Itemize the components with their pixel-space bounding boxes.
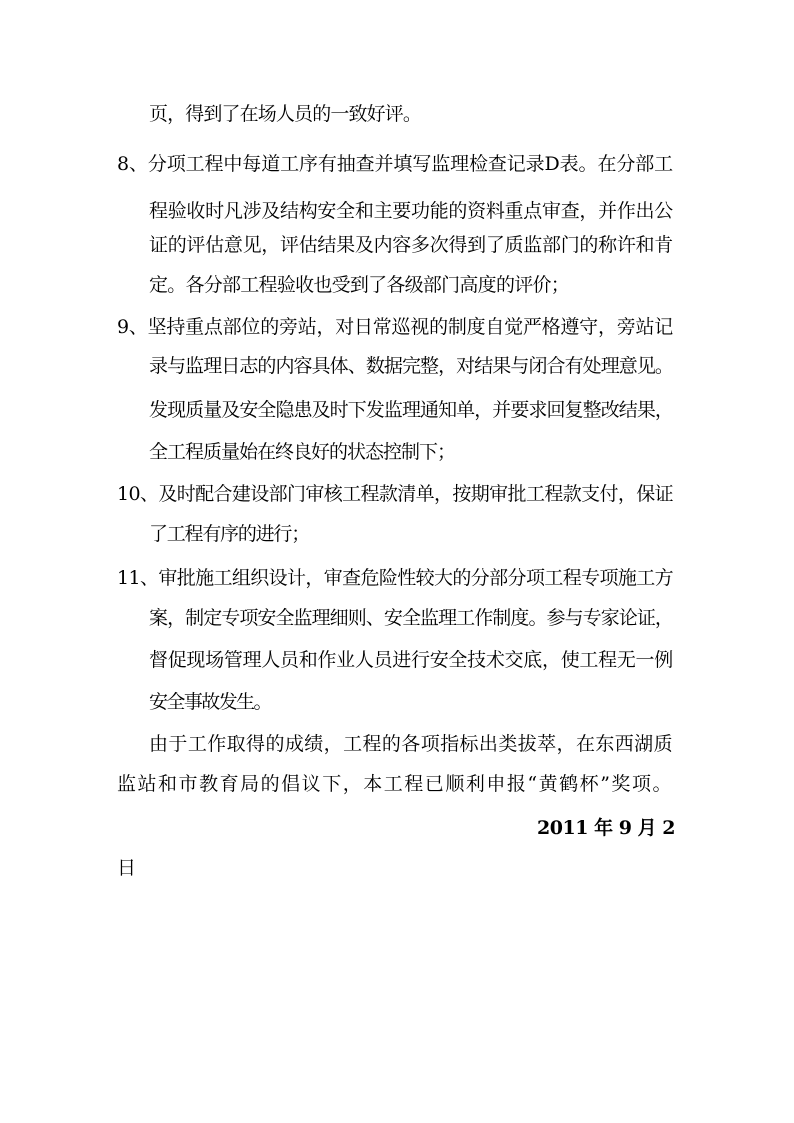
text-line: 全工程质量始在终良好的状态控制下； (149, 441, 455, 463)
text-line: 了工程有序的进行； (149, 523, 309, 545)
text-line: 安全事故发生。 (149, 691, 271, 713)
text-line: 证的评估意见，评估结果及内容多次得到了质监部门的称许和肯 (149, 234, 673, 256)
closing-paragraph-line: 监站和市教育局的倡议下，本工程已顺利申报“黄鹤杯”奖项。 (117, 773, 673, 795)
text-line: 页，得到了在场人员的一致好评。 (149, 103, 421, 125)
date-day-suffix: 日 (117, 857, 137, 879)
date-line: 2011 年 9 月 2 (537, 817, 675, 839)
item-10-line: 10、及时配合建设部门审核工程款清单，按期审批工程款支付，保证 (117, 483, 673, 505)
text-line: 案，制定专项安全监理细则、安全监理工作制度。参与专家论证， (149, 607, 673, 629)
text-line: 发现质量及安全隐患及时下发监理通知单，并要求回复整改结果， (149, 399, 673, 421)
item-11-line: 11、审批施工组织设计，审查危险性较大的分部分项工程专项施工方 (117, 567, 673, 589)
text-line: 程验收时凡涉及结构安全和主要功能的资料重点审查，并作出公 (149, 200, 673, 222)
closing-paragraph-line: 由于工作取得的成绩，工程的各项指标出类拔萃，在东西湖质 (149, 733, 673, 755)
text-line: 督促现场管理人员和作业人员进行安全技术交底，使工程无一例 (149, 649, 673, 671)
text-line: 录与监理日志的内容具体、数据完整，对结果与闭合有处理意见。 (149, 355, 673, 377)
text-line: 定。各分部工程验收也受到了各级部门高度的评价； (149, 274, 569, 296)
item-9-line: 9、坚持重点部位的旁站，对日常巡视的制度自觉严格遵守，旁站记 (117, 316, 673, 338)
item-8-line: 8、分项工程中每道工序有抽查并填写监理检查记录D表。在分部工 (117, 153, 673, 175)
